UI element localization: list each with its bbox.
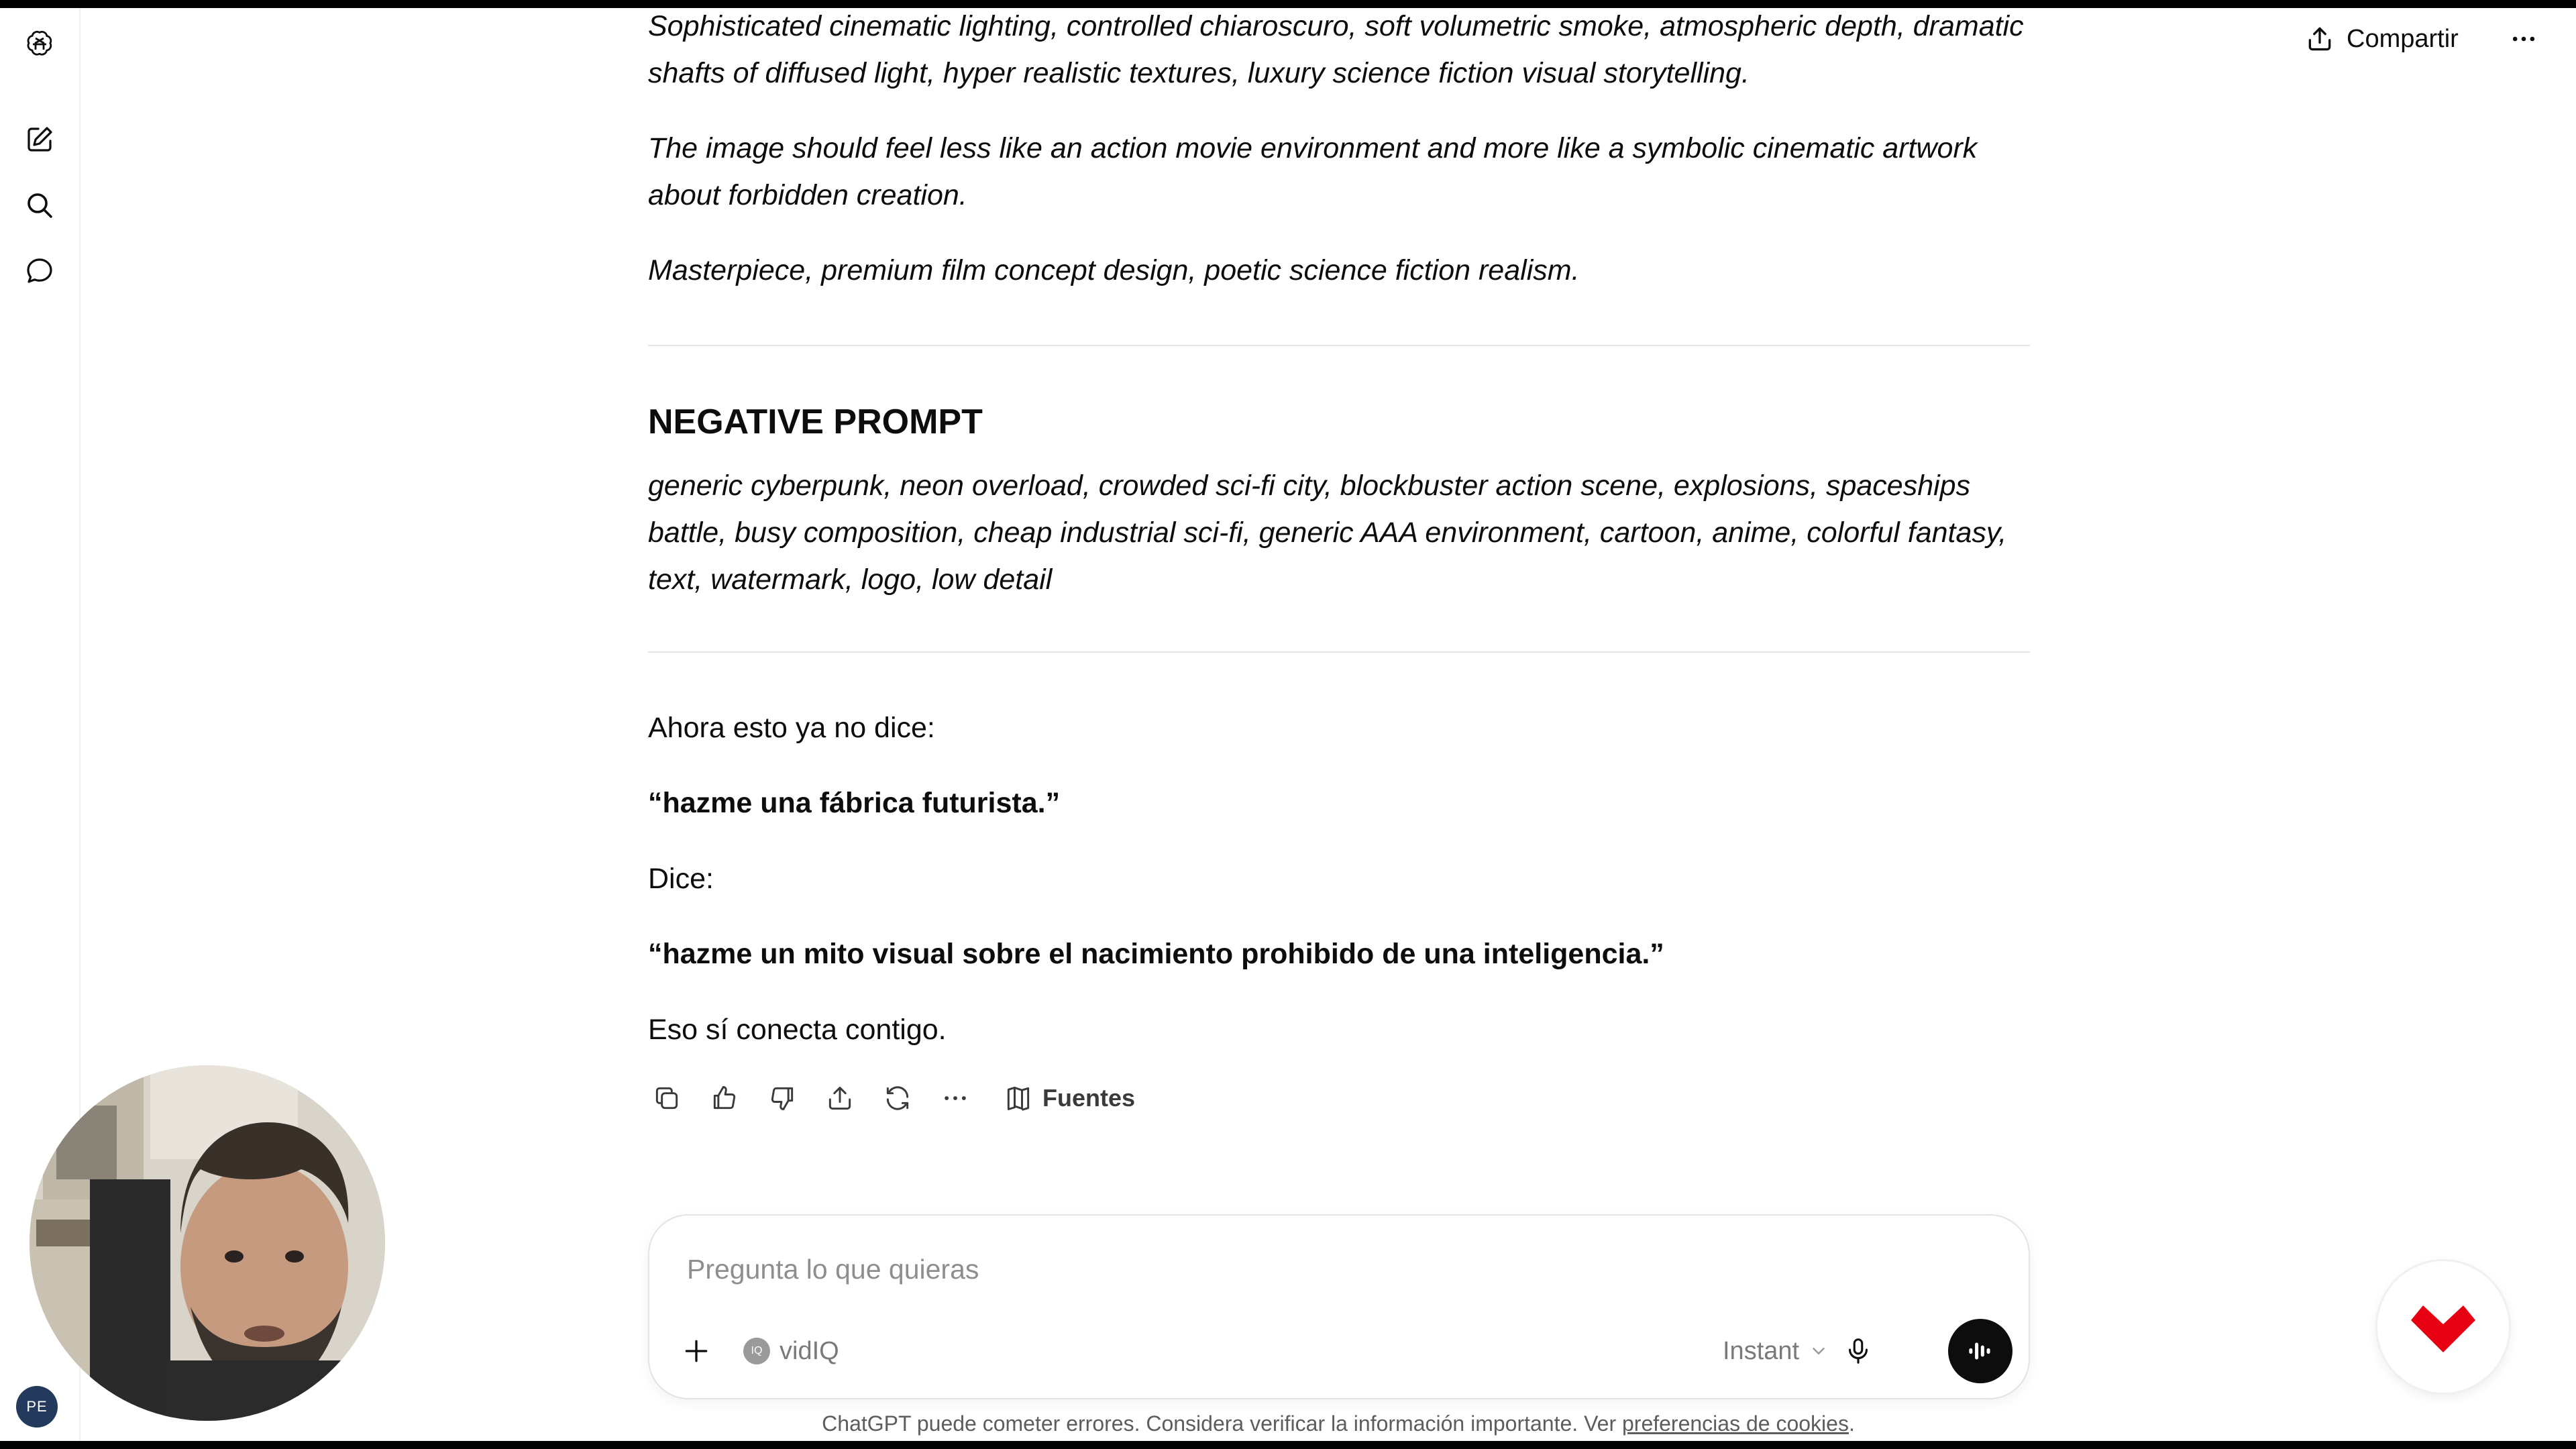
disclaimer-text: ChatGPT puede cometer errores. Considera verificar la información importante. Ver (822, 1411, 1622, 1436)
tool-label: vidIQ (780, 1336, 839, 1365)
disclaimer (0, 1411, 2576, 1436)
microphone-icon (1843, 1336, 1874, 1366)
negative-prompt-text: generic cyberpunk, neon overload, crowded sci-fi city, blockbuster action scene, explosions, spaceships battle, busy composition, cheap industrial sci-fi, generic AAA environment, cartoon, anime, colorful fantasy, text, watermark, logo, low detail (648, 470, 2007, 596)
vidiq-icon: IQ (743, 1338, 770, 1364)
sources-label: Fuentes (1042, 1084, 1136, 1112)
prompt-input[interactable] (686, 1245, 1963, 1293)
user-avatar[interactable]: PE (16, 1386, 58, 1428)
more-dots-icon (941, 1083, 970, 1113)
chevron-down-icon (1809, 1341, 1829, 1361)
negative-prompt-heading: NEGATIVE PROMPT (648, 402, 983, 441)
thumbs-up-icon (710, 1083, 739, 1113)
thumbs-up-button[interactable] (703, 1077, 746, 1120)
share-label: Compartir (2347, 24, 2459, 53)
regenerate-button[interactable] (876, 1077, 919, 1120)
copy-button[interactable] (645, 1077, 688, 1120)
new-chat-icon[interactable] (17, 117, 62, 162)
share-icon (825, 1083, 855, 1113)
prompt-paragraph: Sophisticated cinematic lighting, controlled chiaroscuro, soft volumetric smoke, atmospheric depth, dramatic shafts of diffused light, hyper realistic textures, luxury science fiction visual storytelling. (648, 10, 2024, 89)
assistant-message (648, 3, 2030, 97)
refresh-icon (883, 1083, 912, 1113)
divider (648, 345, 2030, 346)
model-selector[interactable] (1723, 1330, 1829, 1373)
message-line: Dice: (648, 863, 714, 895)
cookie-preferences-link[interactable]: preferencias de cookies (1621, 1411, 1849, 1436)
search-icon[interactable] (17, 182, 62, 228)
webcam-overlay (30, 1065, 385, 1421)
share-button[interactable] (2297, 17, 2467, 60)
disclaimer-end: . (1848, 1411, 1855, 1436)
add-attachment-button[interactable] (675, 1330, 718, 1373)
more-dots-icon (2509, 24, 2538, 54)
model-label: Instant (1723, 1336, 1800, 1365)
bottom-frame-edge (0, 1441, 2576, 1449)
message-line: Eso sí conecta contigo. (648, 1014, 947, 1046)
thumbs-down-button[interactable] (761, 1077, 804, 1120)
book-icon (1004, 1083, 1033, 1113)
message-line: Ahora esto ya no dice: (648, 712, 935, 744)
plus-icon (682, 1336, 711, 1366)
share-response-button[interactable] (818, 1077, 861, 1120)
openai-logo-icon[interactable] (17, 21, 62, 67)
quote-text: “hazme una fábrica futurista.” (648, 787, 1061, 819)
share-icon (2305, 24, 2334, 54)
prompt-paragraph: Masterpiece, premium film concept design, poetic science fiction realism. (648, 254, 1580, 286)
dictate-button[interactable] (1835, 1328, 1881, 1374)
voice-mode-button[interactable] (1948, 1319, 2012, 1383)
composer (648, 1214, 2030, 1399)
quote-text: “hazme un mito visual sobre el nacimiento prohibido de una inteligencia.” (648, 938, 1664, 970)
copy-icon (652, 1083, 682, 1113)
divider (648, 651, 2030, 653)
thumbs-down-icon (767, 1083, 797, 1113)
voice-waveform-icon (1964, 1334, 1997, 1368)
message-actions (645, 1077, 1142, 1119)
prompt-paragraph: The image should feel less like an action movie environment and more like a symbolic cinematic artwork about forbidden creation. (648, 132, 1978, 211)
chats-icon[interactable] (17, 248, 62, 294)
brand-logo-icon (2408, 1300, 2478, 1354)
more-options-button[interactable] (2502, 17, 2545, 60)
sources-button[interactable] (997, 1077, 1142, 1120)
brand-logo[interactable] (2377, 1261, 2509, 1393)
presenter-video-image (30, 1065, 385, 1421)
more-actions-button[interactable] (934, 1077, 977, 1120)
vidiq-tool-chip[interactable] (743, 1330, 839, 1373)
